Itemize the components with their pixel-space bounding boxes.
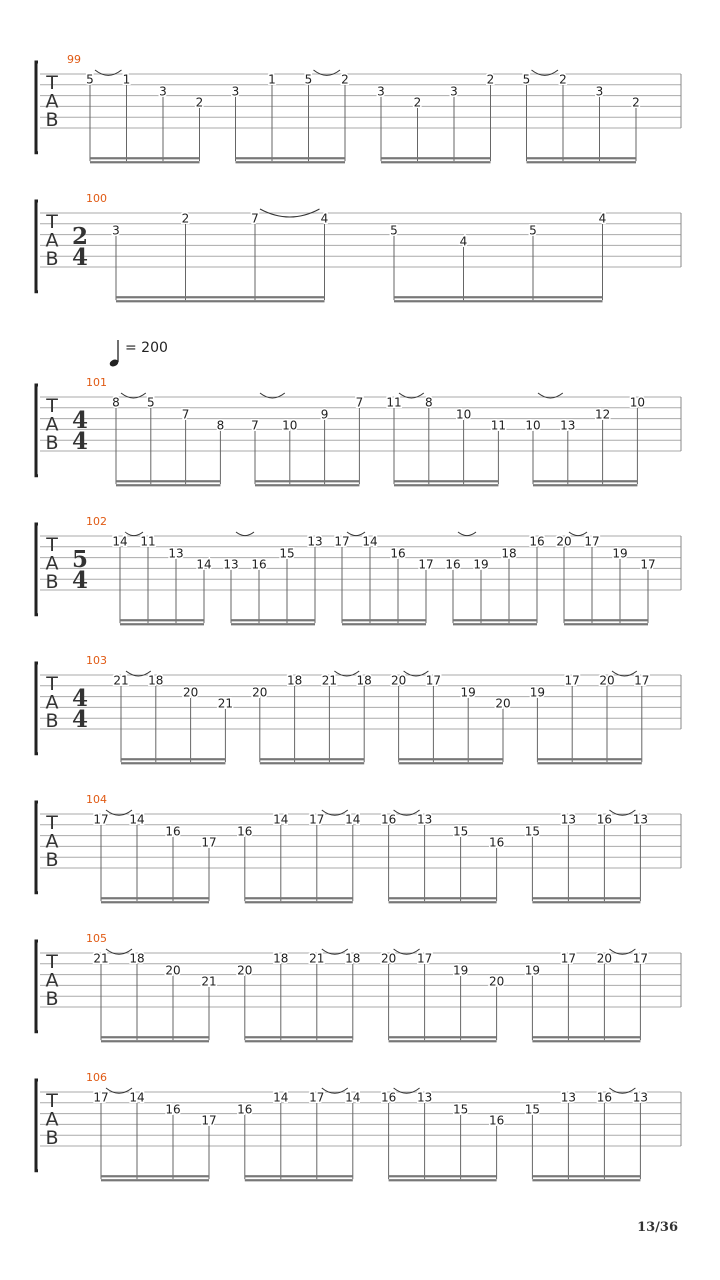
beam [564, 623, 648, 625]
beam [90, 157, 200, 159]
fret-number: 12 [594, 407, 611, 422]
time-signature-top: 2 [71, 223, 89, 250]
tab-clef-letter: A [45, 413, 59, 436]
beam [453, 619, 537, 621]
fret-number: 3 [450, 84, 458, 99]
fret-number: 17 [93, 1090, 109, 1105]
fret-number: 4 [320, 211, 329, 226]
fret-number: 21 [217, 696, 234, 711]
beam [245, 901, 353, 903]
beam [120, 623, 204, 625]
fret-number: 3 [112, 223, 120, 238]
time-signature-bottom: 4 [71, 567, 89, 594]
beam [532, 1036, 640, 1038]
fret-number: 16 [488, 835, 505, 850]
beam [532, 901, 640, 903]
beam [532, 1040, 640, 1042]
beam [260, 762, 364, 764]
note-group [381, 810, 504, 903]
beam [101, 1179, 209, 1181]
fret-number: 19 [473, 557, 489, 572]
fret-number: 17 [309, 812, 325, 827]
note-group [237, 1088, 360, 1181]
beam [116, 296, 325, 298]
fret-number: 18 [501, 546, 517, 561]
fret-number: 9 [320, 407, 329, 422]
fret-number: 15 [524, 824, 541, 839]
fret-number: 17 [416, 951, 433, 966]
measure-number: 99 [67, 53, 81, 66]
fret-number: 3 [377, 84, 385, 99]
beam [120, 619, 204, 621]
page-number: 13/36 [637, 1220, 678, 1235]
fret-number: 16 [596, 812, 613, 827]
time-signature-top: 4 [71, 685, 89, 712]
note-group [237, 810, 360, 903]
fret-number: 21 [93, 951, 109, 966]
fret-number: 21 [113, 673, 129, 688]
fret-number: 17 [334, 534, 350, 549]
fret-number: 3 [159, 84, 167, 99]
fret-number: 13 [632, 1090, 649, 1105]
note-group [377, 73, 494, 164]
fret-number: 17 [201, 835, 217, 850]
slur [314, 70, 341, 75]
note-group [530, 671, 650, 764]
fret-number: 7 [181, 407, 190, 422]
note-group [237, 949, 360, 1042]
beam [231, 623, 315, 625]
time-signature-bottom: 4 [71, 244, 89, 271]
fret-number: 17 [201, 1113, 217, 1128]
beam [533, 484, 637, 486]
fret-number: 15 [279, 546, 295, 561]
tab-clef-letter: A [45, 969, 59, 992]
fret-number: 16 [165, 1102, 181, 1117]
measure-number: 100 [86, 192, 107, 205]
note-group [390, 212, 606, 303]
beam [532, 897, 640, 899]
beam [101, 901, 209, 903]
fret-number: 5 [304, 72, 313, 87]
fret-number: 13 [560, 1090, 577, 1105]
fret-number: 18 [345, 951, 361, 966]
tab-clef-letter: B [45, 849, 59, 871]
fret-number: 16 [596, 1090, 613, 1105]
fret-number: 5 [522, 72, 531, 87]
note-group [381, 1088, 504, 1181]
beam [564, 619, 648, 621]
beam [101, 1175, 209, 1177]
tab-system [36, 192, 681, 302]
note-group [251, 393, 363, 486]
tab-clef-letter: B [45, 109, 59, 131]
fret-number: 2 [195, 95, 204, 110]
fret-number: 14 [129, 1090, 145, 1105]
note-group [112, 209, 328, 302]
system-bracket [36, 1080, 38, 1171]
measure-number: 103 [86, 654, 107, 667]
note-group [556, 532, 655, 625]
fret-number: 20 [380, 951, 397, 966]
beam [394, 480, 498, 482]
fret-number: 8 [424, 395, 433, 410]
tab-clef-letter: A [45, 229, 59, 252]
fret-number: 14 [273, 812, 289, 827]
note-group [391, 671, 511, 764]
slur [532, 70, 559, 75]
fret-number: 3 [231, 84, 240, 99]
fret-number: 11 [386, 395, 402, 410]
fret-number: 17 [418, 557, 434, 572]
tab-clef-letter: T [46, 1090, 58, 1112]
system-bracket [36, 62, 38, 153]
fret-number: 21 [321, 673, 338, 688]
fret-number: 10 [282, 418, 298, 433]
fret-number: 17 [632, 951, 649, 966]
fret-number: 18 [129, 951, 145, 966]
beam [245, 1175, 353, 1177]
beam [389, 1175, 497, 1177]
note-group [525, 393, 645, 486]
system-bracket [36, 941, 38, 1032]
tab-clef-letter: A [45, 1108, 59, 1131]
fret-number: 18 [273, 951, 289, 966]
tab-clef-letter: T [46, 72, 58, 94]
fret-number: 10 [525, 418, 541, 433]
fret-number: 7 [355, 395, 364, 410]
measure-number: 105 [86, 932, 107, 945]
fret-number: 17 [560, 951, 577, 966]
tab-clef-letter: A [45, 90, 59, 113]
beam [101, 897, 209, 899]
note-group [223, 532, 322, 625]
beam [245, 1179, 353, 1181]
fret-number: 4 [459, 234, 468, 249]
fret-number: 2 [632, 95, 640, 110]
beam [381, 157, 491, 159]
note-group [381, 949, 504, 1042]
note-group [93, 949, 216, 1042]
note-group [232, 70, 349, 163]
tab-system [36, 654, 681, 764]
beam [389, 897, 497, 899]
beam [245, 1040, 353, 1042]
slur [236, 532, 254, 536]
fret-number: 2 [486, 72, 495, 87]
fret-number: 19 [524, 963, 541, 978]
measure-number: 106 [86, 1071, 107, 1084]
note-group [525, 1088, 648, 1181]
note-group [445, 532, 544, 625]
fret-number: 13 [560, 812, 577, 827]
tab-clef-letter: A [45, 552, 59, 575]
system-bracket [36, 385, 38, 476]
note-group [525, 810, 648, 903]
slur [95, 70, 122, 75]
beam [537, 758, 641, 760]
tab-clef-letter: B [45, 988, 59, 1010]
beam [399, 762, 503, 764]
beam [389, 1040, 497, 1042]
fret-number: 20 [596, 951, 613, 966]
measure-number: 102 [86, 515, 107, 528]
fret-number: 14 [345, 1090, 361, 1105]
beam [394, 484, 498, 486]
beam [399, 758, 503, 760]
fret-number: 16 [445, 557, 461, 572]
tab-system [36, 515, 681, 625]
tab-clef-letter: T [46, 395, 58, 417]
beam [255, 480, 359, 482]
fret-number: 16 [251, 557, 267, 572]
fret-number: 1 [122, 72, 131, 87]
system-bracket [36, 201, 38, 292]
fret-number: 17 [309, 1090, 325, 1105]
fret-number: 14 [129, 812, 145, 827]
note-group [113, 671, 233, 764]
system-bracket [36, 802, 38, 893]
fret-number: 13 [560, 418, 576, 433]
fret-number: 13 [307, 534, 323, 549]
fret-number: 16 [380, 1090, 397, 1105]
fret-number: 20 [390, 673, 407, 688]
note-group [252, 671, 372, 764]
note-group [523, 70, 640, 163]
tab-clef-letter: A [45, 691, 59, 714]
measure-number: 101 [86, 376, 107, 389]
tab-clef-letter: T [46, 211, 58, 233]
time-signature-top: 4 [71, 407, 89, 434]
beam [381, 161, 491, 163]
beam [537, 762, 641, 764]
system-bracket [36, 663, 38, 754]
beam [389, 1036, 497, 1038]
fret-number: 21 [309, 951, 325, 966]
beam [116, 300, 325, 302]
beam [389, 1179, 497, 1181]
beam [116, 484, 220, 486]
beam [394, 296, 603, 298]
note-group [112, 393, 224, 486]
tab-system [36, 53, 681, 163]
tab-system [36, 340, 681, 486]
fret-number: 14 [196, 557, 212, 572]
beam [116, 480, 220, 482]
time-signature-bottom: 4 [71, 428, 89, 455]
fret-number: 17 [634, 673, 650, 688]
beam [236, 157, 346, 159]
fret-number: 10 [455, 407, 472, 422]
beam [90, 161, 200, 163]
slur [458, 532, 476, 536]
fret-number: 11 [490, 418, 507, 433]
tab-clef-letter: B [45, 571, 59, 593]
tempo-marking [109, 340, 168, 368]
tab-clef-letter: T [46, 812, 58, 834]
note-group [386, 393, 506, 486]
fret-number: 19 [612, 546, 628, 561]
beam [533, 480, 637, 482]
fret-number: 17 [564, 673, 580, 688]
fret-number: 14 [273, 1090, 289, 1105]
fret-number: 18 [356, 673, 372, 688]
fret-number: 21 [201, 974, 217, 989]
beam [245, 897, 353, 899]
fret-number: 13 [168, 546, 184, 561]
tab-clef-letter: B [45, 710, 59, 732]
fret-number: 20 [252, 685, 268, 700]
fret-number: 3 [595, 84, 604, 99]
fret-number: 18 [286, 673, 303, 688]
note-group [93, 810, 216, 903]
fret-number: 20 [495, 696, 511, 711]
beam [231, 619, 315, 621]
beam [527, 157, 637, 159]
fret-number: 16 [529, 534, 545, 549]
beam [245, 1036, 353, 1038]
fret-number: 13 [632, 812, 649, 827]
fret-number: 2 [413, 95, 422, 110]
fret-number: 14 [112, 534, 128, 549]
tab-clef-letter: B [45, 1127, 59, 1149]
fret-number: 8 [216, 418, 225, 433]
beam [389, 901, 497, 903]
fret-number: 16 [237, 1102, 253, 1117]
time-signature-top: 5 [71, 546, 89, 573]
fret-number: 16 [165, 824, 181, 839]
beam [532, 1179, 640, 1181]
fret-number: 10 [629, 395, 646, 410]
fret-number: 8 [112, 395, 120, 410]
fret-number: 14 [345, 812, 361, 827]
fret-number: 4 [598, 211, 607, 226]
fret-number: 2 [559, 72, 567, 87]
beam [527, 161, 637, 163]
beam [121, 758, 225, 760]
fret-number: 5 [529, 223, 537, 238]
note-group [334, 532, 433, 625]
fret-number: 20 [237, 963, 253, 978]
time-signature-bottom: 4 [71, 706, 89, 733]
tab-clef-letter: B [45, 248, 59, 270]
fret-number: 7 [251, 211, 259, 226]
fret-number: 14 [362, 534, 378, 549]
fret-number: 16 [380, 812, 397, 827]
tempo-value: = 200 [125, 340, 168, 356]
beam [342, 619, 426, 621]
fret-number: 1 [268, 72, 276, 87]
fret-number: 13 [416, 812, 433, 827]
beam [101, 1036, 209, 1038]
tab-clef-letter: T [46, 534, 58, 556]
beam [532, 1175, 640, 1177]
note-group [525, 949, 648, 1042]
fret-number: 16 [488, 1113, 505, 1128]
fret-number: 15 [452, 824, 469, 839]
measure-number: 104 [86, 793, 107, 806]
fret-number: 18 [148, 673, 164, 688]
tab-clef-letter: T [46, 951, 58, 973]
beam [453, 623, 537, 625]
fret-number: 17 [93, 812, 109, 827]
tab-clef-letter: B [45, 432, 59, 454]
fret-number: 11 [140, 534, 156, 549]
note-group [112, 532, 211, 625]
fret-number: 17 [584, 534, 600, 549]
fret-number: 2 [181, 211, 190, 226]
beam [101, 1040, 209, 1042]
note-group [86, 70, 203, 163]
beam [342, 623, 426, 625]
fret-number: 7 [251, 418, 259, 433]
fret-number: 16 [390, 546, 406, 561]
fret-number: 20 [182, 685, 199, 700]
beam [260, 758, 364, 760]
fret-number: 5 [86, 72, 94, 87]
fret-number: 15 [452, 1102, 469, 1117]
tab-clef-letter: A [45, 830, 59, 853]
fret-number: 20 [599, 673, 615, 688]
system-bracket [36, 524, 38, 615]
fret-number: 17 [425, 673, 442, 688]
tab-system [36, 932, 681, 1042]
fret-number: 20 [488, 974, 505, 989]
fret-number: 20 [556, 534, 572, 549]
fret-number: 2 [341, 72, 349, 87]
fret-number: 13 [416, 1090, 433, 1105]
note-group [93, 1088, 216, 1181]
fret-number: 15 [524, 1102, 541, 1117]
beam [236, 161, 346, 163]
beam [255, 484, 359, 486]
fret-number: 5 [390, 223, 398, 238]
fret-number: 19 [529, 685, 546, 700]
tab-system [36, 1071, 681, 1181]
fret-number: 17 [640, 557, 656, 572]
fret-number: 19 [452, 963, 469, 978]
tab-system [36, 793, 681, 903]
fret-number: 5 [146, 395, 155, 410]
beam [394, 300, 603, 302]
beam [121, 762, 225, 764]
fret-number: 13 [223, 557, 239, 572]
fret-number: 19 [460, 685, 476, 700]
tab-clef-letter: T [46, 673, 58, 695]
fret-number: 16 [237, 824, 253, 839]
fret-number: 20 [165, 963, 181, 978]
